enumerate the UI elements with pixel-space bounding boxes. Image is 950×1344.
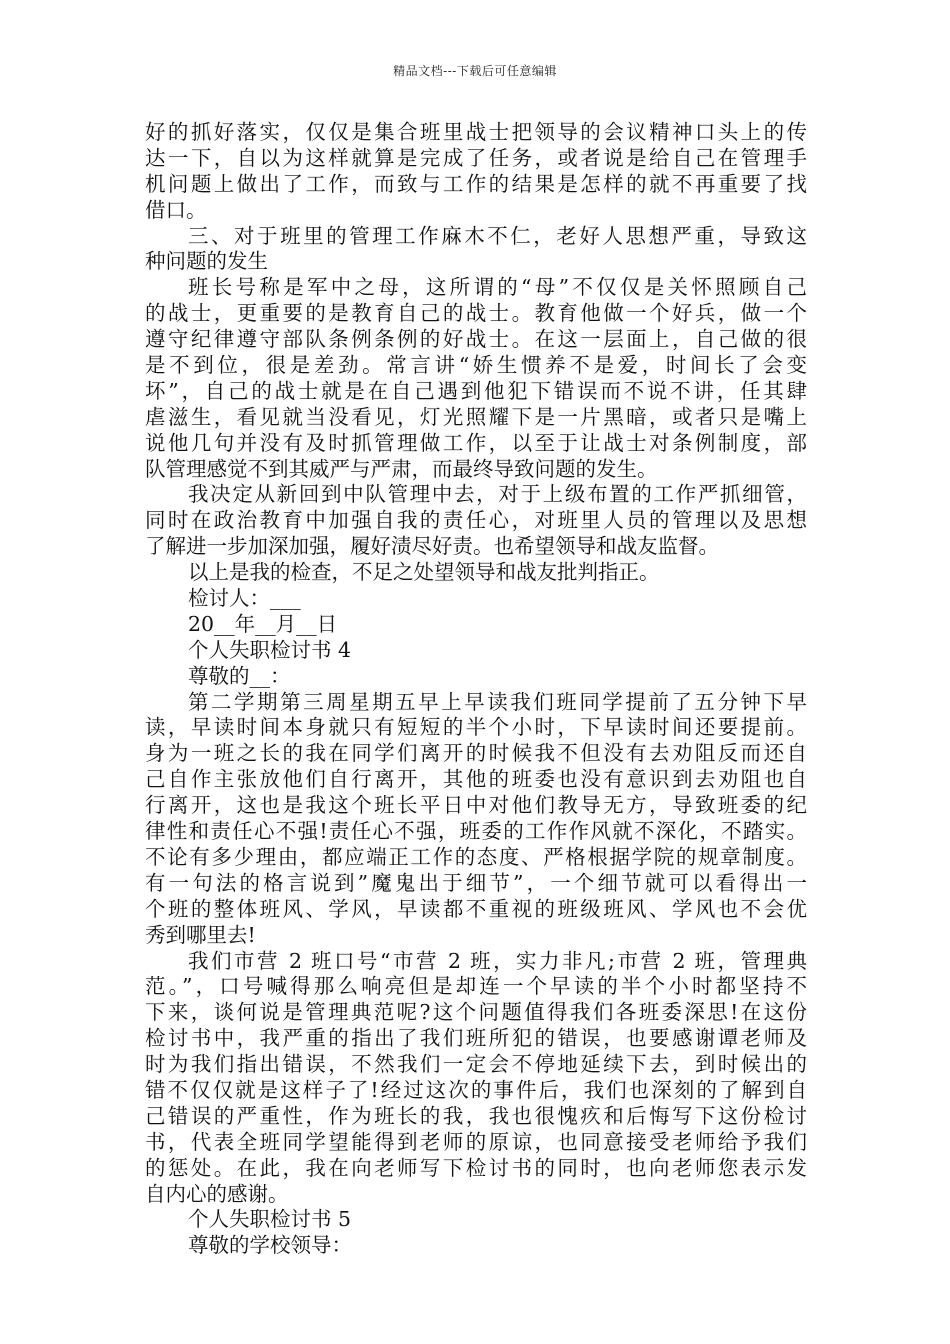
text-line: 尊敬的__：	[188, 663, 291, 688]
text-line: 个人失职检讨书 5	[188, 1207, 352, 1232]
text-line: 三、对于班里的管理工作麻木不仁，老好人思想严重，导致这	[188, 223, 807, 248]
text-line: 虐滋生，看见就当没看见，灯光照耀下是一片黑暗，或者只是嘴上	[145, 404, 807, 429]
text-line: 我决定从新回到中队管理中去，对于上级布置的工作严抓细管，	[188, 482, 807, 507]
text-line: 好的抓好落实，仅仅是集合班里战士把领导的会议精神口头上的传	[145, 120, 807, 144]
text-line: 种问题的发生	[145, 249, 268, 274]
text-line: 时为我们指出错误，不然我们一定会不停地延续下去，到时候出的	[145, 1052, 807, 1077]
text-line: 检讨书中，我严重的指出了我们班所犯的错误，也要感谢谭老师及	[145, 1026, 807, 1051]
text-line: 己错误的严重性，作为班长的我，我也很愧疚和后悔写下这份检讨	[145, 1103, 807, 1128]
text-line: 机问题上做出了工作，而致与工作的结果是怎样的就不再重要了找	[145, 171, 807, 196]
text-line: 己自作主张放他们自行离开，其他的班委也没有意识到去劝阻也自	[145, 767, 807, 792]
text-line: 同时在政治教育中加强自我的责任心，对班里人员的管理以及思想	[145, 508, 807, 533]
text-line: 身为一班之长的我在同学们离开的时候我不但没有去劝阻反而还自	[145, 741, 807, 766]
text-line: 了解进一步加深加强，履好渍尽好责。也希望领导和战友监督。	[145, 534, 719, 559]
text-line: 队管理感觉不到其威严与严肃，而最终导致问题的发生。	[145, 456, 658, 481]
text-line: 个人失职检讨书 4	[188, 637, 352, 662]
text-line: 下来，谈何说是管理典范呢?这个问题值得我们各班委深思!在这份	[145, 1000, 807, 1025]
text-line: 尊敬的学校领导：	[188, 1233, 352, 1258]
text-line: 达一下，自以为这样就算是完成了任务，或者说是给自己在管理手	[145, 145, 807, 170]
text-line: 坏”，自己的战士就是在自己遇到他犯下错误而不说不讲，任其肆	[145, 378, 807, 403]
text-line: 的战士，更重要的是教育自己的战士。教育他做一个好兵，做一个	[145, 301, 807, 326]
text-line: 律性和责任心不强!责任心不强，班委的工作作风就不深化，不踏实。	[145, 819, 807, 844]
text-line: 20__年__月__日	[188, 611, 338, 636]
text-line: 班长号称是军中之母，这所谓的“母”不仅仅是关怀照顾自己	[188, 275, 807, 300]
text-line: 借口。	[145, 197, 207, 222]
text-line: 范。”，口号喊得那么响亮但是却连一个早读的半个小时都坚持不	[145, 974, 807, 999]
text-line: 我们市营 2 班口号“市营 2 班，实力非凡;市营 2 班，管理典	[188, 948, 807, 973]
text-line: 不论有多少理由，都应端正工作的态度、严格根据学院的规章制度。	[145, 844, 807, 869]
text-line: 秀到哪里去!	[145, 922, 256, 947]
text-line: 的惩处。在此，我在向老师写下检讨书的同时，也向老师您表示发	[145, 1155, 807, 1180]
text-line: 自内心的感谢。	[145, 1181, 289, 1206]
text-line: 个班的整体班风、学风，早读都不重视的班级班风、学风也不会优	[145, 896, 807, 921]
text-line: 有一句法的格言说到”魔鬼出于细节”，一个细节就可以看得出一	[145, 870, 807, 895]
text-line: 行离开，这也是我这个班长平日中对他们教导无方，导致班委的纪	[145, 793, 807, 818]
page-header: 精品文档---下载后可任意编辑	[393, 64, 557, 78]
text-line: 遵守纪律遵守部队条例条例的好战士。在这一层面上，自己做的很	[145, 327, 807, 352]
text-line: 书，代表全班同学望能得到老师的原谅，也同意接受老师给予我们	[145, 1129, 807, 1154]
document-body	[145, 120, 807, 1259]
text-line: 第二学期第三周星期五早上早读我们班同学提前了五分钟下早	[188, 689, 807, 714]
text-line: 说他几句并没有及时抓管理做工作，以至于让战士对条例制度，部	[145, 430, 807, 455]
text-line: 检讨人：___	[188, 586, 301, 611]
text-line: 读，早读时间本身就只有短短的半个小时，下早读时间还要提前。	[145, 715, 807, 740]
text-line: 是不到位，很是差劲。常言讲“娇生惯养不是爱，时间长了会变	[145, 353, 807, 378]
text-line: 错不仅仅就是这样子了!经过这次的事件后，我们也深刻的了解到自	[145, 1077, 807, 1102]
text-line: 以上是我的检查，不足之处望领导和战友批判指正。	[188, 560, 660, 585]
